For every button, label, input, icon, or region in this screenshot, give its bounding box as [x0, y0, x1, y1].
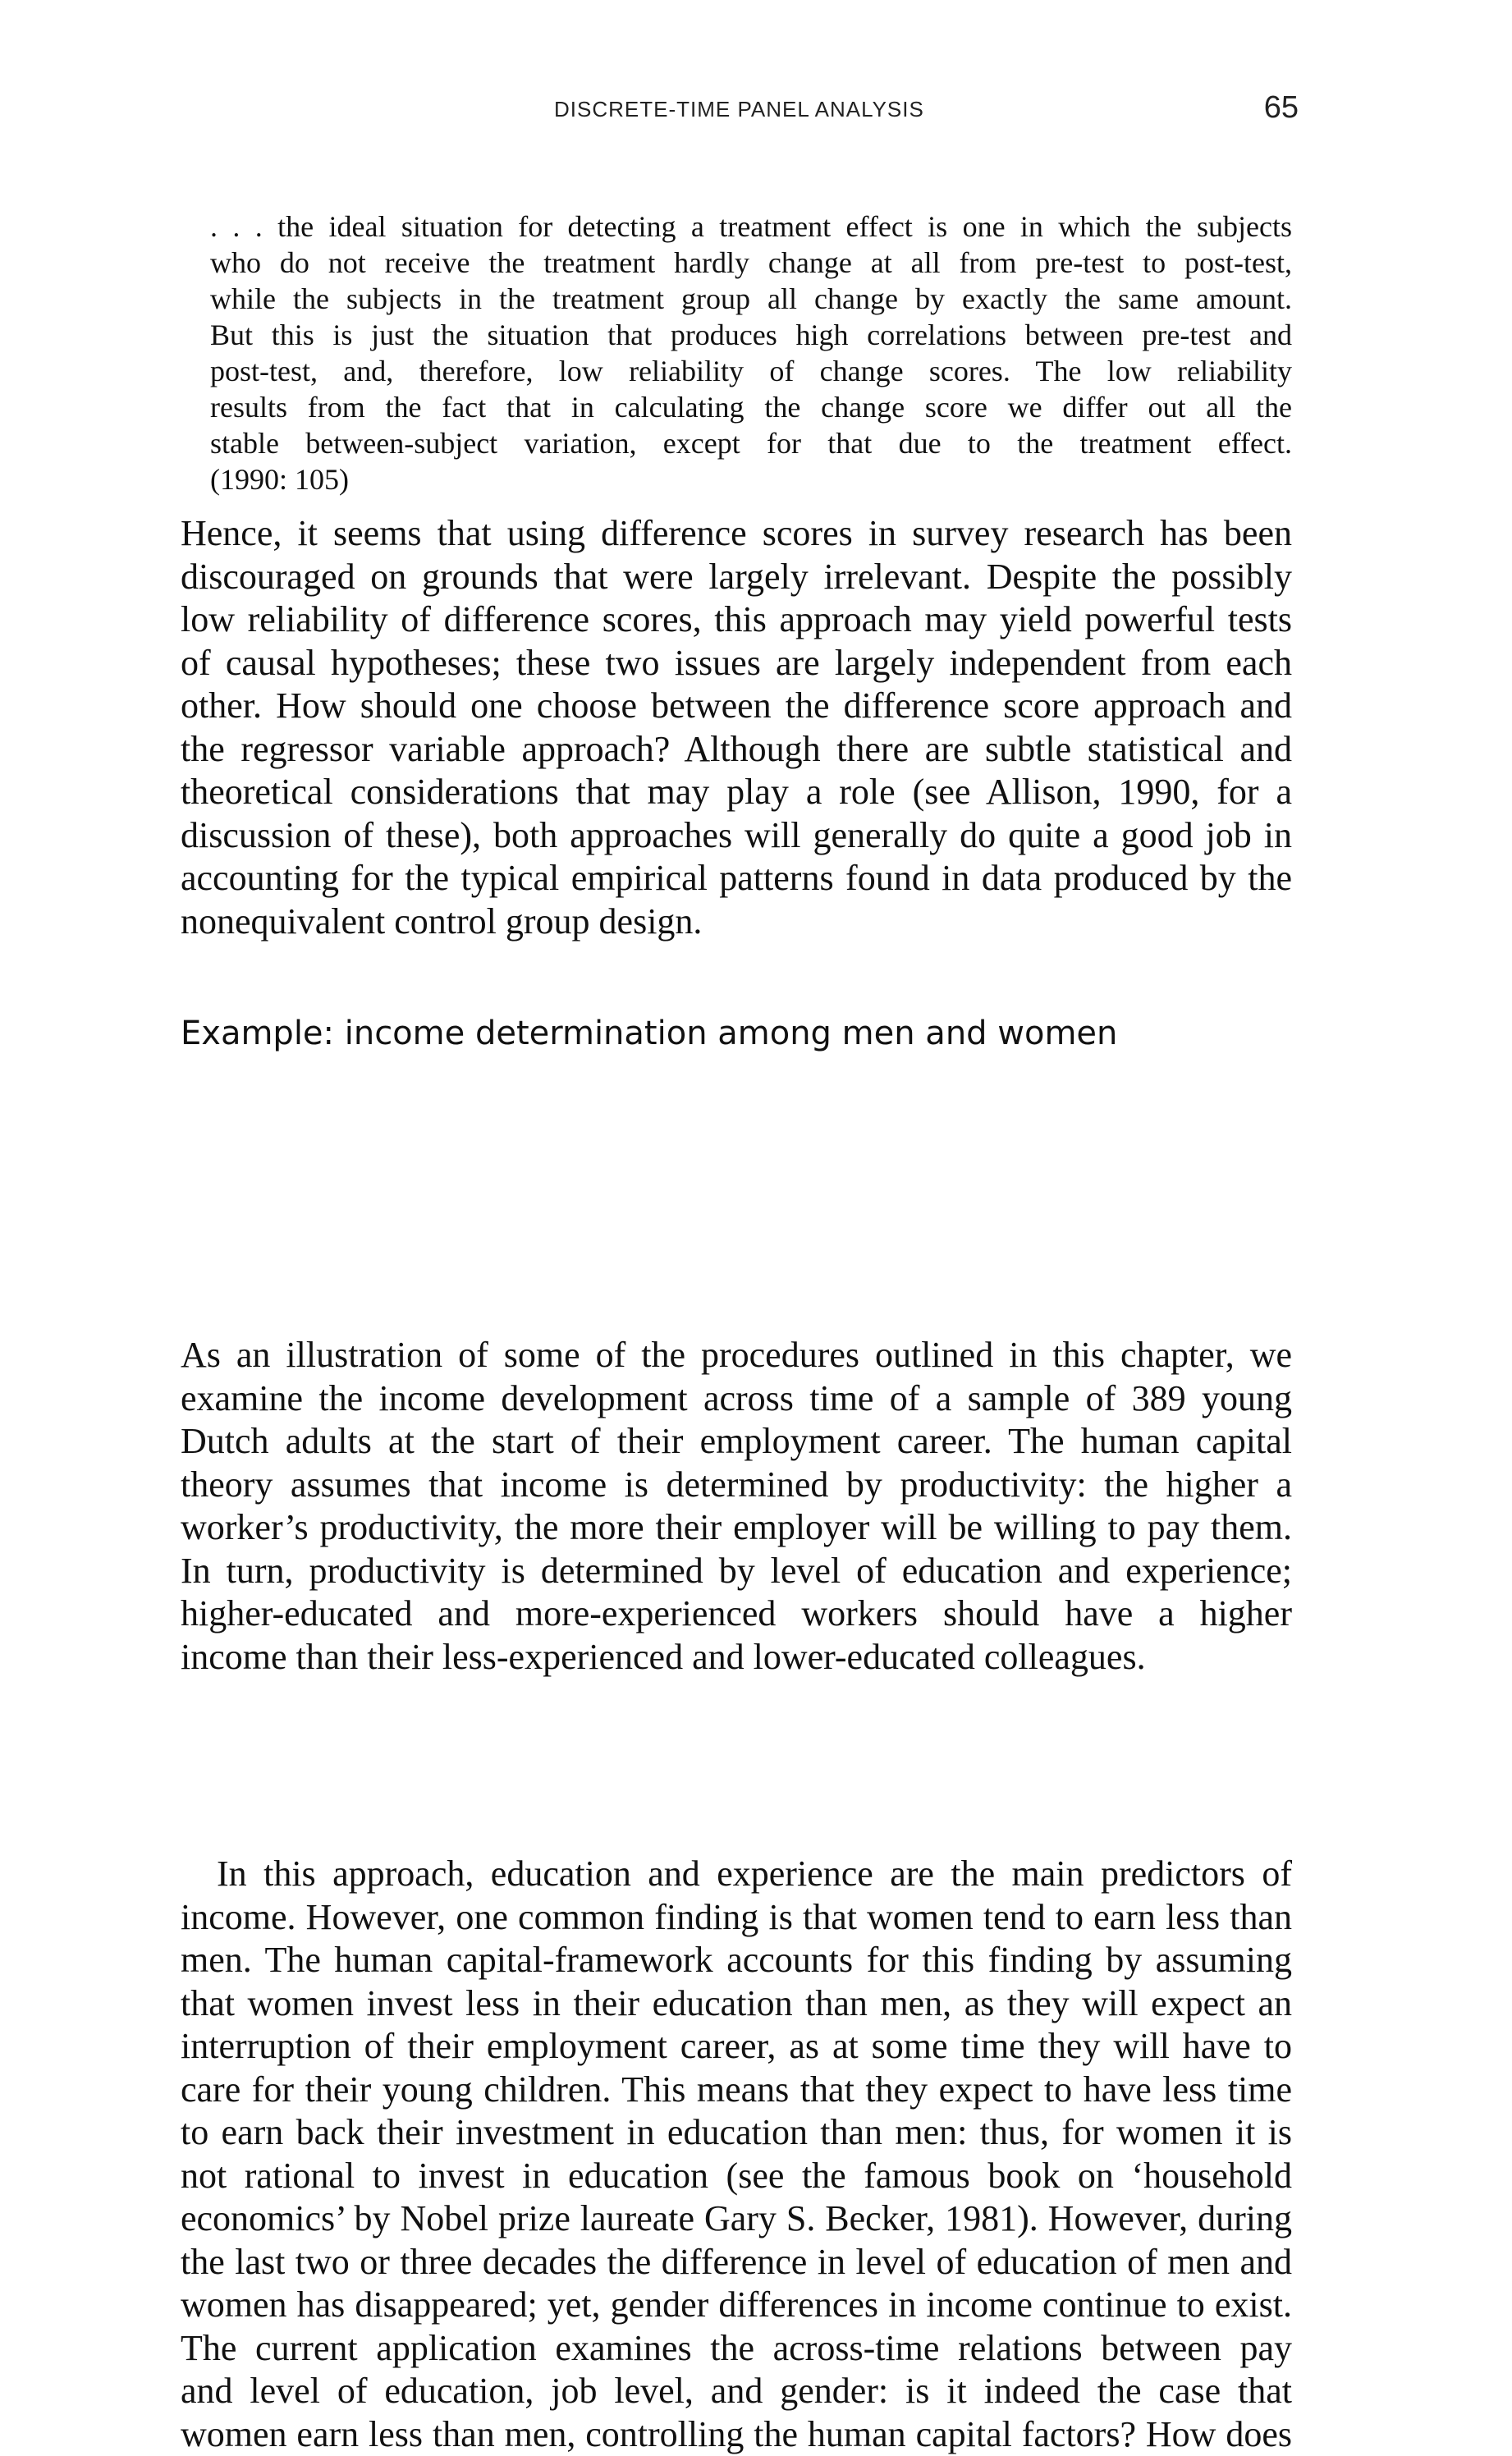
body-paragraph-1	[181, 512, 1292, 943]
paragraph-line: examine the income development across time of a sample of 389 young	[181, 1377, 1292, 1421]
paragraph-line: As an illustration of some of the procedures outlined in this chapter, we	[181, 1334, 1292, 1377]
quote-line: post-test, and, therefore, low reliability of change scores. The low reliability	[210, 353, 1292, 389]
paragraph-line: theory assumes that income is determined by productivity: the higher a	[181, 1464, 1292, 1507]
paragraph-line: low reliability of difference scores, this approach may yield powerful tests	[181, 598, 1292, 642]
paragraph-line: other. How should one choose between the difference score approach and	[181, 685, 1292, 728]
page-number: 65	[1264, 90, 1299, 126]
block-quote	[210, 208, 1292, 497]
quote-citation: (1990: 105)	[210, 461, 1292, 497]
paragraph-line: theoretical considerations that may play a role (see Allison, 1990, for a	[181, 771, 1292, 814]
paragraph-line: In this approach, education and experience are the main predictors of	[181, 1853, 1292, 1896]
running-head: DISCRETE-TIME PANEL ANALYSIS	[554, 97, 924, 122]
paragraph-line: discouraged on grounds that were largely irrelevant. Despite the possibly	[181, 556, 1292, 599]
paragraph-line: discussion of these), both approaches will generally do quite a good job in	[181, 814, 1292, 858]
paragraph-line: men. The human capital-framework accounts for this finding by assuming	[181, 1939, 1292, 1982]
paragraph-line: and level of education, job level, and gender: is it indeed the case that	[181, 2370, 1292, 2413]
paragraph-line: the last two or three decades the difference in level of education of men and	[181, 2241, 1292, 2284]
paragraph-line: care for their young children. This means that they expect to have less time	[181, 2069, 1292, 2112]
paragraph-line: interruption of their employment career, as at some time they will have to	[181, 2025, 1292, 2069]
quote-line: stable between-subject variation, except for that due to the treatment effect.	[210, 425, 1292, 461]
paragraph-line: nonequivalent control group design.	[181, 900, 1292, 944]
quote-line: . . . the ideal situation for detecting a treatment effect is one in which the subjects	[210, 208, 1292, 245]
paragraph-line: economics’ by Nobel prize laureate Gary S. Becker, 1981). However, during	[181, 2197, 1292, 2241]
paragraph-line: the regressor variable approach? Although there are subtle statistical and	[181, 728, 1292, 772]
paragraph-line: of causal hypotheses; these two issues are largely independent from each	[181, 642, 1292, 685]
paragraph-line: income. However, one common finding is that women tend to earn less than	[181, 1896, 1292, 1940]
body-paragraph-2	[181, 1334, 1292, 1679]
paragraph-line: In turn, productivity is determined by level of education and experience;	[181, 1550, 1292, 1593]
quote-line: But this is just the situation that produces high correlations between pre-test and	[210, 317, 1292, 353]
paragraph-line: Dutch adults at the start of their employment career. The human capital	[181, 1420, 1292, 1464]
paragraph-line: women has disappeared; yet, gender differences in income continue to exist.	[181, 2284, 1292, 2327]
paragraph-line: income than their less-experienced and lower-educated colleagues.	[181, 1636, 1292, 1679]
paragraph-line: that women invest less in their education than men, as they will expect an	[181, 1982, 1292, 2026]
quote-line: who do not receive the treatment hardly change at all from pre-test to post-test,	[210, 245, 1292, 281]
paragraph-line: women earn less than men, controlling the human capital factors? How does	[181, 2413, 1292, 2456]
quote-line: results from the fact that in calculating the change score we differ out all the	[210, 389, 1292, 425]
paragraph-line: accounting for the typical empirical patterns found in data produced by the	[181, 857, 1292, 900]
quote-line: while the subjects in the treatment group all change by exactly the same amount.	[210, 281, 1292, 317]
paragraph-line: not rational to invest in education (see the famous book on ‘household	[181, 2155, 1292, 2198]
paragraph-line: The current application examines the across-time relations between pay	[181, 2327, 1292, 2371]
paragraph-line: worker’s productivity, the more their employer will be willing to pay them.	[181, 1506, 1292, 1550]
section-heading: Example: income determination among men and women	[181, 1015, 1117, 1052]
body-paragraph-3	[181, 1853, 1292, 2456]
paragraph-line: to earn back their investment in education than men: thus, for women it is	[181, 2111, 1292, 2155]
paragraph-line: higher-educated and more-experienced workers should have a higher	[181, 1592, 1292, 1636]
paragraph-line: Hence, it seems that using difference scores in survey research has been	[181, 512, 1292, 556]
